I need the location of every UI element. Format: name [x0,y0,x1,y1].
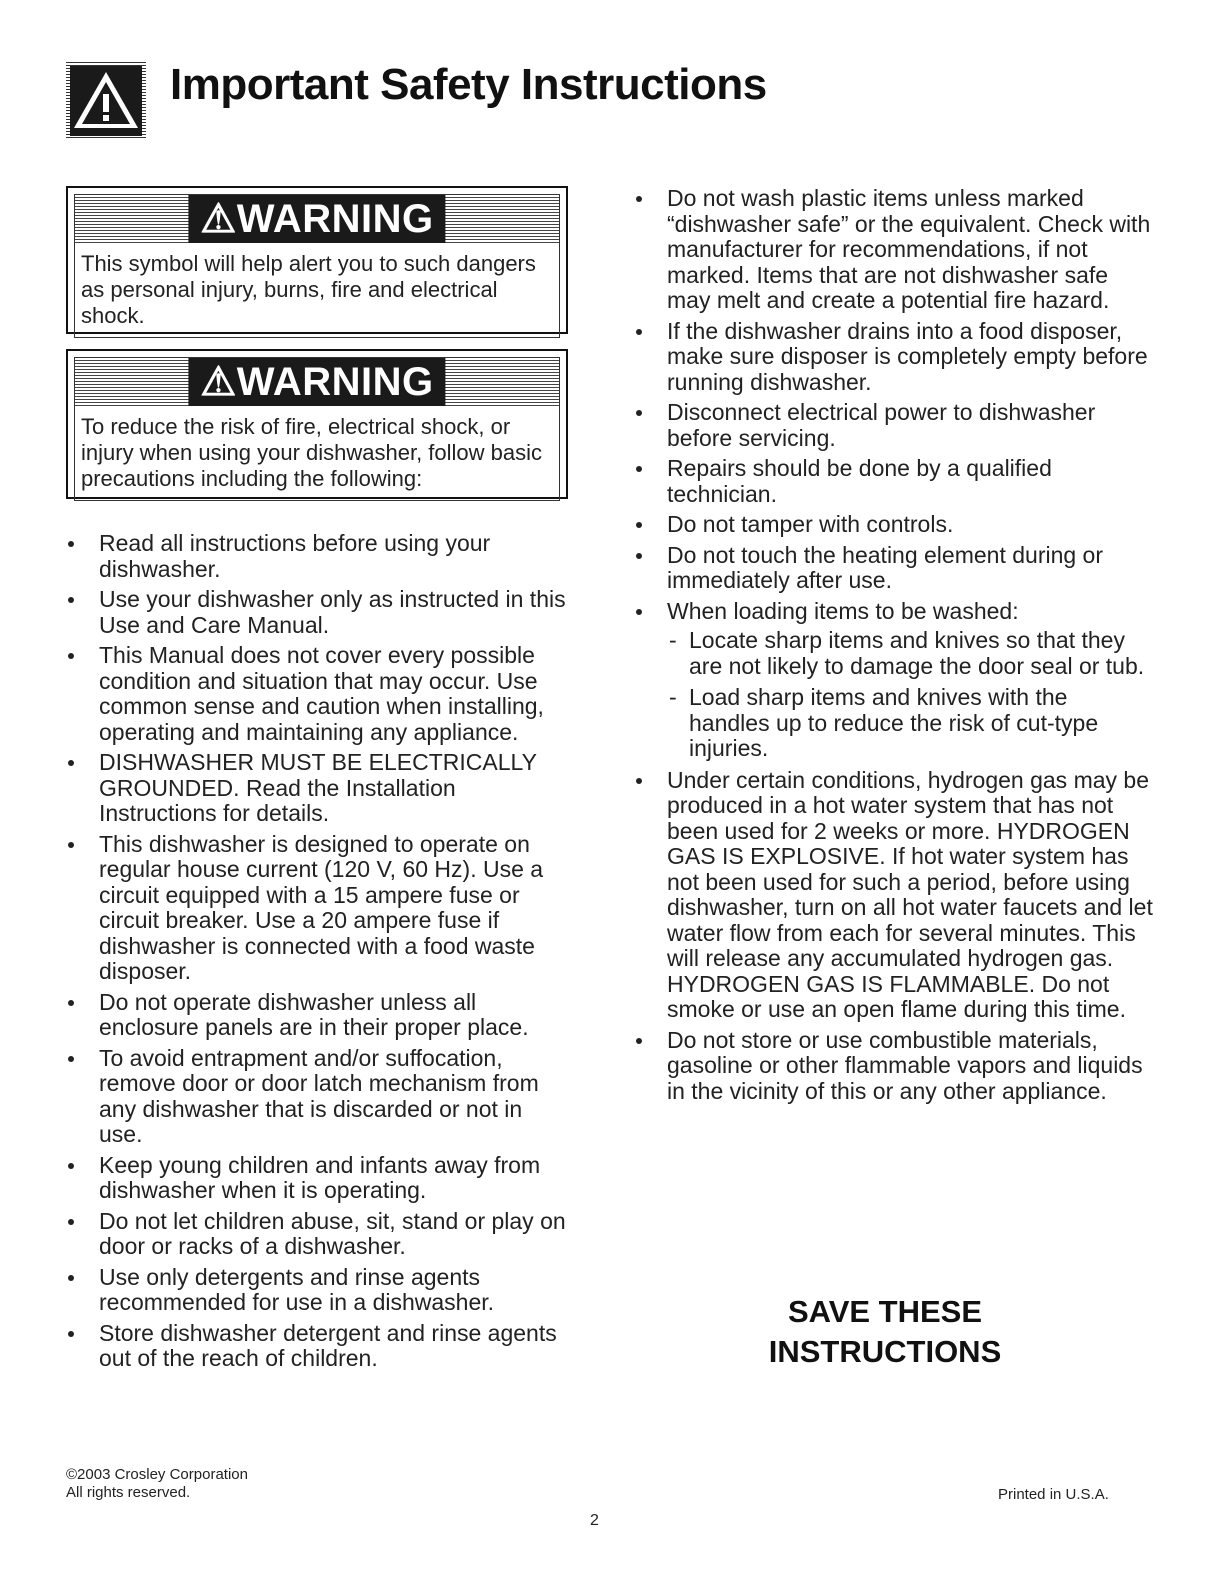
warning-banner [75,195,559,243]
bullet-icon [68,760,74,766]
loading-sublist [667,628,1154,762]
list-item [634,768,1154,1023]
list-item-text: Keep young children and infants away from dishwasher when it is operating. [99,1151,541,1203]
bullet-icon [68,1056,74,1062]
list-item-text: Disconnect electrical power to dishwasher before servicing. [667,399,1096,451]
list-item-text: If the dishwasher drains into a food disposer, make sure disposer is completely empty before running dishwasher. [667,317,1148,395]
list-item-text: Do not store or use combustible materials, gasoline or other flammable vapors and liquids in the vicinity of this or any other appliance. [667,1026,1143,1104]
bullet-icon [68,1219,74,1225]
list-item-text: This dishwasher is designed to operate on regular house current (120 V, 60 Hz). Use a circuit equipped with a 15 ampere fuse or circuit breaker. Use a 20 ampere fuse if dishwasher is connected with a food waste disposer. [99,830,544,984]
save-line-2: INSTRUCTIONS [768,1334,1002,1369]
list-item [66,990,566,1041]
list-item-text: Do not touch the heating element during or immediately after use. [667,541,1104,593]
right-instructions-column [634,186,1154,1109]
warning-text: To reduce the risk of fire, electrical shock, or injury when using your dishwasher, follow basic precautions including the following: [81,414,543,491]
sub-list-item [667,685,1154,762]
bullet-icon [636,609,642,615]
bullet-icon [636,522,642,528]
list-item [66,1046,566,1148]
list-item [66,1209,566,1260]
list-item [66,587,566,638]
list-item-text: Do not wash plastic items unless marked “dishwasher safe” or the equivalent. Check with manufacturer for recommendations, if not marked. Items that are not dishwasher safe may melt and create a potential fire hazard. [667,185,1151,313]
sub-list-item-text: Load sharp items and knives with the handles up to reduce the risk of cut-type injuries. [689,684,1099,761]
save-line-1: SAVE THESE [787,1294,983,1329]
rights-text: All rights reserved. [66,1484,191,1501]
list-item-text: Do not let children abuse, sit, stand or play on door or racks of a dishwasher. [99,1207,566,1259]
bullet-icon [636,196,642,202]
list-item-text: Repairs should be done by a qualified technician. [667,455,1052,507]
list-item-text: DISHWASHER MUST BE ELECTRICALLY GROUNDED. Read the Installation Instructions for details. [99,749,537,826]
page-title: Important Safety Instructions [170,60,767,109]
bullet-icon [68,541,74,547]
bullet-icon [636,410,642,416]
bullet-icon [636,466,642,472]
list-item [634,319,1154,396]
list-item [66,643,566,745]
copyright-text: ©2003 Crosley Corporation [66,1466,248,1483]
list-item-text: Use your dishwasher only as instructed in this Use and Care Manual. [99,586,566,638]
list-item-text: Read all instructions before using your dishwasher. [99,530,491,582]
dash-marker: - [669,684,677,710]
left-instructions-column [66,531,566,1377]
printed-in-text: Printed in U.S.A. [998,1486,1109,1503]
list-item [634,512,1154,538]
list-item [634,543,1154,594]
footer-copyright [66,1466,248,1502]
warning-text: This symbol will help alert you to such dangers as personal injury, burns, fire and electrical shock. [81,251,536,328]
warning-box [66,186,568,334]
dash-marker: - [669,627,677,653]
list-item-text: Under certain conditions, hydrogen gas may be produced in a hot water system that has not been used for 2 weeks or more. HYDROGEN GAS IS EXPLOSIVE. If hot water system has not been used for such a period, before using dishwasher, turn on all hot water faucets and let water flow from each for several minutes. This will release any accumulated hydrogen gas. HYDROGEN GAS IS FLAMMABLE. Do not smoke or use an open flame during this time. [667,766,1153,1022]
list-item [66,750,566,827]
list-item [634,456,1154,507]
bullet-icon [68,597,74,603]
sub-list-item-text: Locate sharp items and knives so that they are not likely to damage the door seal or tub. [689,627,1145,679]
warning-banner [75,358,559,406]
bullet-icon [68,842,74,848]
save-instructions-heading [730,1292,1040,1372]
bullet-icon [636,329,642,335]
warning-box [66,349,568,499]
bullet-icon [636,553,642,559]
warning-label: ⚠WARNING [188,358,445,406]
warning-triangle-icon [66,62,154,146]
list-item-text: Do not operate dishwasher unless all enclosure panels are in their proper place. [99,988,529,1040]
list-item [66,1321,566,1372]
list-item [634,1028,1154,1105]
warning-label: ⚠WARNING [188,195,445,243]
bullet-icon [636,778,642,784]
bullet-icon [68,653,74,659]
list-item [634,400,1154,451]
list-item [634,599,1154,762]
bullet-icon [68,1331,74,1337]
sub-list-item [667,628,1154,679]
list-item [66,832,566,985]
bullet-icon [68,1000,74,1006]
bullet-icon [636,1038,642,1044]
list-item [634,186,1154,314]
list-item-text: To avoid entrapment and/or suffocation, remove door or door latch mechanism from any dishwasher that is discarded or not in use. [99,1044,539,1147]
list-item-text: Use only detergents and rinse agents recommended for use in a dishwasher. [99,1263,495,1315]
list-item [66,531,566,582]
list-item [66,1265,566,1316]
page-number: 2 [590,1512,599,1529]
bullet-icon [68,1163,74,1169]
bullet-icon [68,1275,74,1281]
list-item-text: Do not tamper with controls. [667,511,954,537]
list-item-text: Store dishwasher detergent and rinse agents out of the reach of children. [99,1319,557,1371]
list-item-text: This Manual does not cover every possible condition and situation that may occur. Use common sense and caution when installing, operating and maintaining any appliance. [99,642,544,745]
list-item [66,1153,566,1204]
list-item-text: When loading items to be washed: [667,597,1019,624]
